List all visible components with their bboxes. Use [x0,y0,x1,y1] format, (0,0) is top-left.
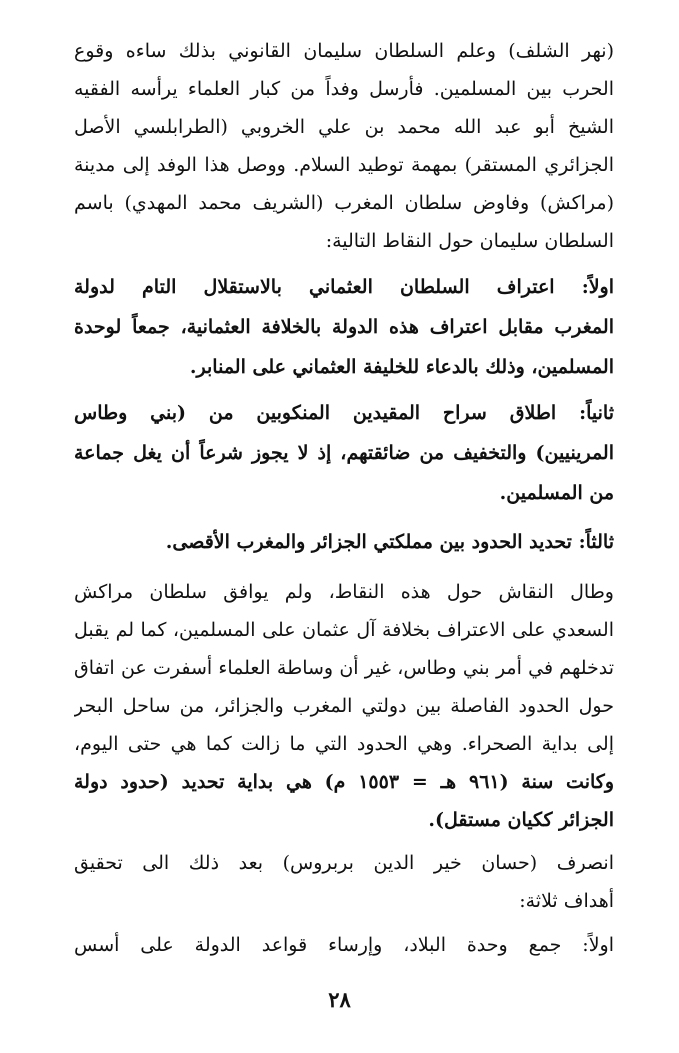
text-line: السلطان سليمان حول النقاط التالية: [325,230,614,252]
text-line: المغرب مقابل اعتراف هذه الدولة بالخلافة العثمانية، جمعاً لوحدة [74,316,614,338]
text-line: اولاً: اعتراف السلطان العثماني بالاستقلال التام لدولة [74,276,614,298]
text-line: (نهر الشلف) وعلم السلطان سليمان القانوني بذلك ساءه وقوع [74,40,614,62]
text-line: الشيخ أبو عبد الله محمد بن علي الخروبي (الطرابلسي الأصل [74,116,614,138]
text-line: المرينيين) والتخفيف من ضائقتهم، إذ لا يجوز شرعاً أن يغل جماعة [74,442,614,464]
text-line: وطال النقاش حول هذه النقاط، ولم يوافق سلطان مراكش [74,581,614,603]
text-line: إلى بداية الصحراء. وهي الحدود التي ما زالت كما هي حتى اليوم، [74,733,614,755]
text-line: الحرب بين المسلمين. فأرسل وفداً من كبار العلماء يرأسه الفقيه [74,78,614,100]
text-line: السعدي على الاعتراف بخلافة آل عثمان على المسلمين، كما لم يقبل [74,619,614,641]
page-number: ٢٨ [328,987,351,1012]
text-line: وكانت سنة (٩٦١ هـ = ١٥٥٣ م) هي بداية تحديد (حدود دولة [74,771,614,793]
text-line: تدخلهم في أمر بني وطاس، غير أن وساطة العلماء أسفرت عن اتفاق [74,657,614,679]
text-line: أهداف ثلاثة: [519,890,614,912]
text-line: حول الحدود الفاصلة بين دولتي المغرب والجزائر، من ساحل البحر [74,695,614,717]
text-line: الجزائري المستقر) بمهمة توطيد السلام. ووصل هذا الوفد إلى مدينة [74,154,614,176]
text-line: ثالثاً: تحديد الحدود بين مملكتي الجزائر والمغرب الأقصى. [165,531,614,553]
text-line: (مراكش) وفاوض سلطان المغرب (الشريف محمد المهدي) باسم [74,192,614,214]
text-line: اولاً: جمع وحدة البلاد، وإرساء قواعد الدولة على أسس [74,934,614,956]
text-line: انصرف (حسان خير الدين بربروس) بعد ذلك الى تحقيق [74,852,614,874]
text-line: الجزائر ككيان مستقل). [428,809,614,831]
text-line: ثانياً: اطلاق سراح المقيدين المنكوبين من (بني وطاس [74,402,614,424]
text-line: من المسلمين. [499,482,614,504]
text-line: المسلمين، وذلك بالدعاء للخليفة العثماني على المنابر. [189,356,614,378]
